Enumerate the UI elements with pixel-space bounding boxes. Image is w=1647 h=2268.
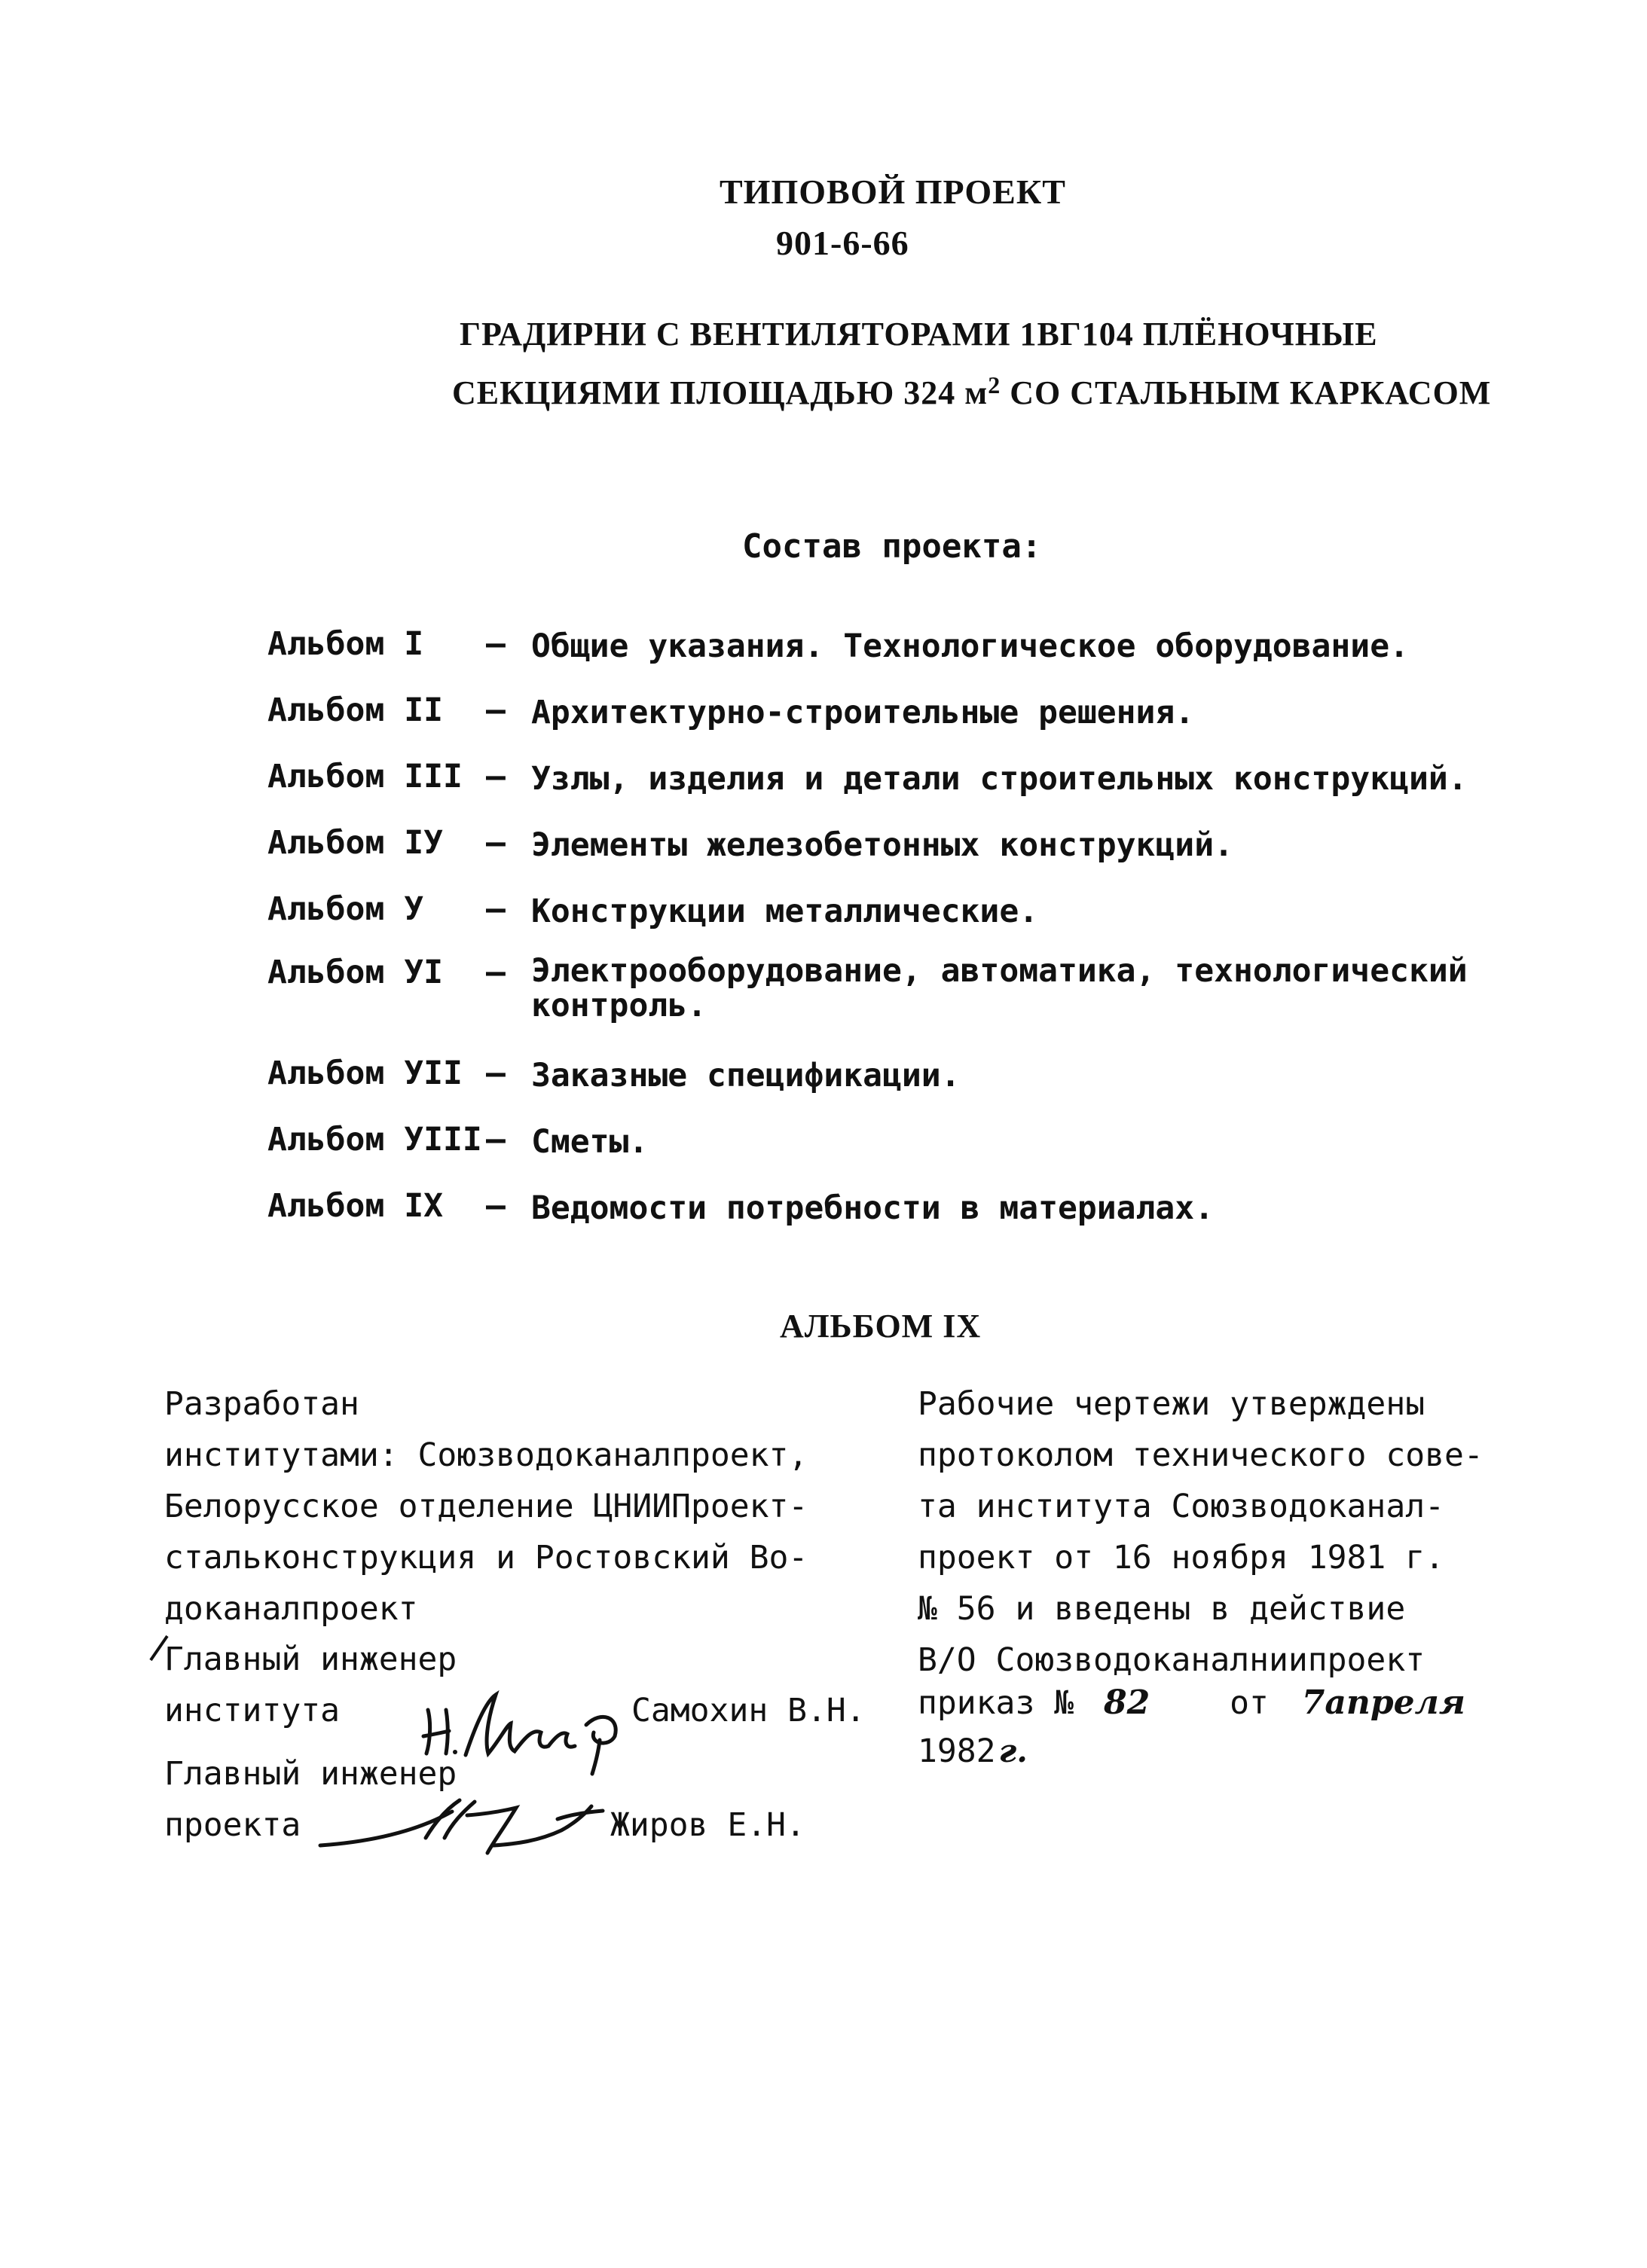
album-label: Альбом УI: [267, 954, 443, 991]
album-description: Электрооборудование, автоматика, технологический контроль.: [531, 952, 1468, 1024]
album-label: Альбом У: [267, 890, 424, 928]
approval-year-suffix: г.: [998, 1732, 1028, 1769]
album-description: Ведомости потребности в материалах.: [531, 1189, 1215, 1227]
approval-block: Рабочие чертежи утверждены протоколом технического сове- та института Союзводоканал- проект от 16 ноября 1981 г. № 56 и введены в действие В/О Союзводоканалниипроект: [918, 1385, 1484, 1679]
album-dash: –: [486, 625, 506, 663]
chief-engineer-project-label: проекта: [164, 1806, 301, 1844]
album-description: Заказные спецификации.: [531, 1057, 961, 1094]
developed-by-block: Разработан институтами: Союзводоканалпроект, Белорусское отделение ЦНИИПроект- стальконструкция и Ростовский Во- доканалпроект: [164, 1385, 808, 1628]
chief-engineer-institute-title: Главный инженер: [164, 1641, 457, 1678]
album-row: [267, 890, 1038, 933]
album-label: Альбом I: [267, 625, 424, 663]
chief-engineer-institute-label: института: [164, 1692, 340, 1729]
album-row: [267, 1055, 961, 1097]
album-label: Альбом УIII: [267, 1121, 482, 1158]
album-description: Элементы железобетонных конструкций.: [531, 826, 1233, 864]
album-dash: –: [486, 758, 506, 795]
project-number: 901-6-66: [776, 224, 909, 262]
subtitle-line-2-post: СО СТАЛЬНЫМ КАРКАСОМ: [1001, 374, 1492, 411]
album-description: Конструкции металлические.: [531, 893, 1039, 930]
album-dash: –: [486, 824, 506, 862]
album-label: Альбом УII: [267, 1055, 463, 1092]
order-number: 82: [1104, 1683, 1150, 1722]
album-dash: –: [486, 1187, 506, 1225]
superscript-2: 2: [988, 371, 1001, 398]
album-label: Альбом II: [267, 691, 443, 729]
album-row: [267, 1121, 648, 1163]
album-row: [267, 758, 1468, 800]
album-title: АЛЬБОМ IX: [780, 1308, 982, 1345]
approval-year-line: [918, 1732, 1028, 1770]
doc-type-title: ТИПОВОЙ ПРОЕКТ: [720, 172, 1066, 211]
album-row: [267, 691, 1194, 734]
album-row: [267, 1187, 1214, 1229]
album-dash: –: [486, 691, 506, 729]
tick-mark: [148, 1633, 170, 1663]
subtitle-line-1: ГРАДИРНИ С ВЕНТИЛЯТОРАМИ 1ВГ104 ПЛЁНОЧНЫЕ: [460, 316, 1378, 353]
chief-engineer-project-title: Главный инженер: [164, 1755, 457, 1793]
approval-year: 1982: [918, 1732, 996, 1770]
album-description: Общие указания. Технологическое оборудование.: [531, 627, 1409, 665]
signature-zhirov: [313, 1785, 614, 1860]
album-dash: –: [486, 954, 506, 991]
album-description: Сметы.: [531, 1123, 649, 1161]
album-dash: –: [486, 1121, 506, 1158]
chief-engineer-project-name: Жиров Е.Н.: [610, 1806, 805, 1844]
chief-engineer-institute-name: Самохин В.Н.: [631, 1692, 866, 1729]
subtitle-line-2: [452, 371, 1492, 412]
album-label: Альбом IX: [267, 1187, 443, 1225]
album-label: Альбом IУ: [267, 824, 443, 862]
order-prefix: приказ №: [918, 1684, 1074, 1722]
order-from: от: [1230, 1684, 1269, 1722]
composition-heading: Состав проекта:: [742, 527, 1042, 566]
album-row: [267, 824, 1233, 866]
album-dash: –: [486, 890, 506, 928]
album-description: Архитектурно-строительные решения.: [531, 694, 1195, 731]
album-dash: –: [486, 1055, 506, 1092]
subtitle-line-2-pre: СЕКЦИЯМИ ПЛОЩАДЬЮ 324 м: [452, 374, 989, 411]
album-row: [267, 954, 1468, 1023]
order-line: [918, 1683, 1465, 1722]
album-label: Альбом III: [267, 758, 463, 795]
album-description: Узлы, изделия и детали строительных конструкций.: [531, 760, 1468, 798]
order-date: 7апреля: [1301, 1683, 1465, 1722]
album-row: [267, 625, 1409, 667]
